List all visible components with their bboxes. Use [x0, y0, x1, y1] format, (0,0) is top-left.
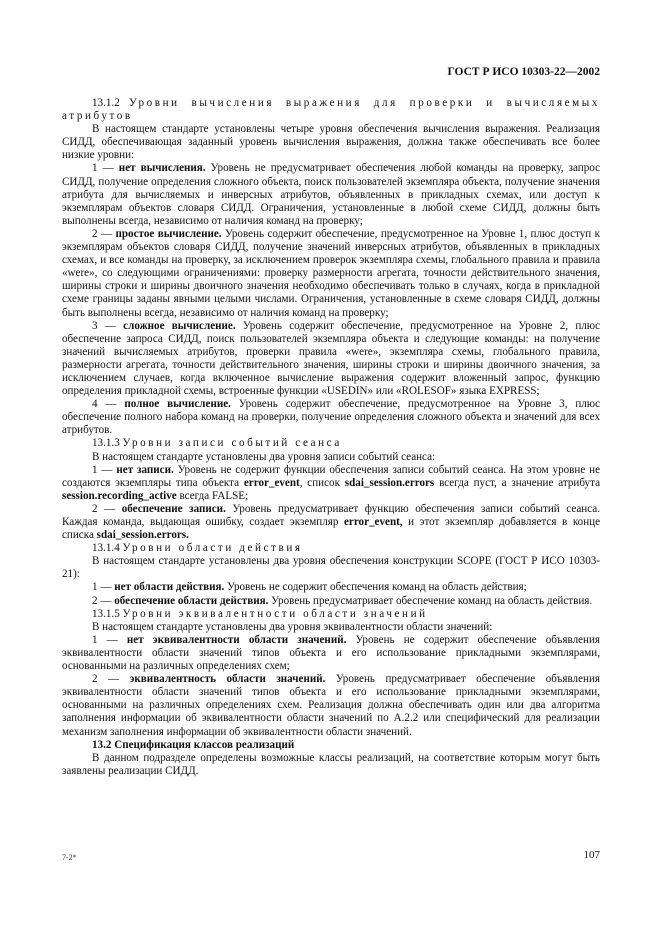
- list-item: 1 — нет вычисления. Уровень не предусматривает обеспечения любой команды на проверку, запрос СИДД, получение определения сложного объекта, поиск пользователей экземпляра объекта, получение значения атрибута для вычисляемых и инверсных атрибутов, объявленных в прикладных схемах, или доступ к экземплярам объектов словаря СИДД. Ограничения, установленные в любой схеме СИДД, должны быть выполнены всегда, независимо от наличия команд на проверку;: [62, 162, 601, 227]
- list-item: 4 — полное вычисление. Уровень содержит обеспечение, предусмотренное на Уровне 3, плюс обеспечение полного набора команд на проверки, получение определения сложного объекта и значений для всех атрибутов.: [62, 398, 601, 437]
- list-item: 2 — эквивалентность области значений. Уровень предусматривает обеспечение объявления эквивалентности области значений типов объекта и его использование прикладными экземплярами, основанными на различных определениях схем. Реализация должна обеспечивать один или два алгоритма заполнения информации об эквивалентности области значений по А.2.2 или специфический для реализации механизм заполнения информации об эквивалентности области значений.: [62, 673, 600, 738]
- list-item: 2 — обеспечение области действия. Уровень предусматривает обеспечение команд на область действия.: [92, 594, 593, 607]
- paragraph: В настоящем стандарте установлены два уровня эквивалентности области значений:: [92, 620, 493, 633]
- section-heading-13-1-3: 13.1.3 Уровни записи событий сеанса: [92, 437, 342, 450]
- page-content: [62, 97, 600, 778]
- list-item: 1 — нет записи. Уровень не содержит функции обеспечения записи событий сеанса. На этом уровне не создаются экземпляры типа объекта error_event, список sdai_session.errors всегда пуст, а значение атрибута session.recording_active всегда FALSE;: [62, 463, 601, 502]
- paragraph: В данном подразделе определены возможные классы реализаций, на соответствие которым могут быть заявлены реализации СИДД.: [62, 751, 600, 777]
- list-item: 2 — обеспечение записи. Уровень предусматривает функцию обеспечения записи событий сеанса. Каждая команда, выдающая ошибку, создает экземпляр error_event, и этот экземпляр добавляется в конце списка sdai_session.errors.: [62, 502, 601, 542]
- section-heading-13-2: 13.2 Спецификация классов реализаций: [92, 738, 295, 751]
- section-heading-13-1-2: 13.1.2 Уровни вычисления выражения для проверки и вычисляемых атрибутов: [62, 97, 600, 123]
- document-header: ГОСТ Р ИСО 10303-22—2002: [447, 66, 600, 78]
- paragraph: В настоящем стандарте установлены два уровня записи событий сеанса:: [92, 450, 436, 463]
- section-heading-13-1-4: 13.1.4 Уровни области действия: [92, 542, 303, 555]
- section-heading-13-1-5: 13.1.5 Уровни эквивалентности области значений: [92, 607, 428, 620]
- paragraph: В настоящем стандарте установлены четыре уровня обеспечения вычисления выражения. Реализация СИДД, обеспечивающая заданный уровень вычисления выражения, должна также обеспечивать все более низкие уровни:: [62, 123, 600, 162]
- paragraph: В настоящем стандарте установлены два уровня обеспечения конструкции SCOPE (ГОСТ Р ИСО 10303-21):: [62, 555, 600, 581]
- list-item: 1 — нет эквивалентности области значений. Уровень не содержит обеспечение объявления эквивалентности области значений типов объекта и его использование прикладными экземплярами, основанными на различных определениях схем;: [62, 633, 601, 673]
- page-number: 107: [583, 849, 600, 861]
- list-item: 2 — простое вычисление. Уровень содержит обеспечение, предусмотренное на Уровне 1, плюс доступ к экземплярам объектов словаря СИДД, получение значений инверсных атрибутов, объявленных в прикладных схемах, и все команды на проверку, за исключением проверок экземпляра схемы, глобального правила и правила «were», со следующими ограничениями: проверку размерности агрегата, точности действительного значения, ширины строки и ширины двоичного значения необходимо обеспечивать только в случаях, когда в прикладной схеме границы заданы явными целыми числами. Ограничения, установленные в схеме словаря СИДД, должны быть выполнены всегда, независимо от наличия команд на проверку;: [62, 227, 601, 319]
- footer-signature-mark: 7-2*: [62, 853, 77, 862]
- list-item: 1 — нет области действия. Уровень не содержит обеспечения команд на область действия;: [92, 581, 527, 594]
- list-item: 3 — сложное вычисление. Уровень содержит обеспечение, предусмотренное на Уровне 2, плюс обеспечение запроса СИДД, поиск пользователей экземпляра объекта и следующие команды: на получение значений вычисляемых атрибутов, проверки правила «were», экземпляра схемы, глобального правила, размерности агрегата, точности действительного значения, ширины строки и ширины двоичного значения, за исключением случаев, когда включенное вычисление выражения содержит вложенный запрос, функцию определения прикладной схемы, встроенные функции «USEDIN» или «ROLESOF» языка EXPRESS;: [62, 319, 601, 398]
